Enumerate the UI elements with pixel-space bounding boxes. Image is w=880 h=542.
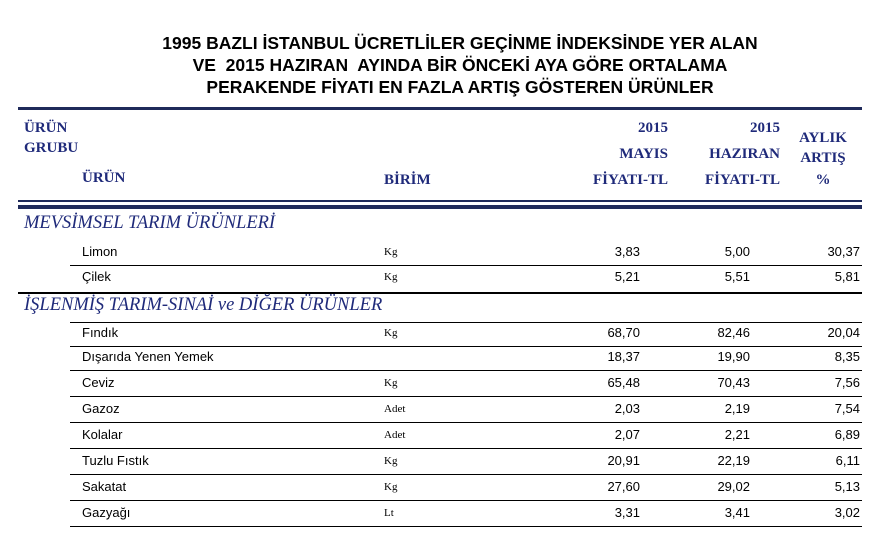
- product-unit: Kg: [384, 327, 398, 339]
- june-price: 19,90: [717, 349, 750, 364]
- may-price: 68,70: [607, 325, 640, 340]
- product-unit: Adet: [384, 429, 406, 441]
- product-name: Gazyağı: [82, 505, 131, 520]
- june-price: 29,02: [717, 479, 750, 494]
- header-product: ÜRÜN: [82, 170, 126, 186]
- header-change-monthly: AYLIK: [799, 130, 847, 146]
- june-price: 22,19: [717, 453, 750, 468]
- row-divider: [70, 422, 862, 423]
- product-unit: Kg: [384, 271, 398, 283]
- may-price: 2,03: [614, 401, 640, 416]
- document-title: [0, 32, 880, 98]
- june-price: 82,46: [717, 325, 750, 340]
- section-title-seasonal: MEVSİMSEL TARIM ÜRÜNLERİ: [24, 213, 276, 233]
- table-row: [70, 425, 862, 449]
- may-price: 65,48: [607, 375, 640, 390]
- june-price: 2,19: [724, 401, 750, 416]
- monthly-change: 7,54: [834, 401, 860, 416]
- product-name: Fındık: [82, 325, 119, 340]
- header-top-rule: [18, 107, 862, 110]
- row-divider: [70, 526, 862, 527]
- row-divider: [70, 396, 862, 397]
- may-price: 3,83: [614, 244, 640, 259]
- may-price: 18,37: [607, 349, 640, 364]
- june-price: 2,21: [724, 427, 750, 442]
- row-divider: [70, 474, 862, 475]
- table-row: [70, 322, 862, 347]
- product-name: Limon: [82, 244, 118, 259]
- product-unit: Kg: [384, 455, 398, 467]
- may-price: 27,60: [607, 479, 640, 494]
- header-june-month: HAZIRAN: [709, 146, 780, 162]
- row-divider: [70, 370, 862, 371]
- table-row: [70, 267, 862, 291]
- product-name: Ceviz: [82, 375, 115, 390]
- product-unit: Kg: [384, 377, 398, 389]
- header-group-line1: ÜRÜN: [24, 120, 68, 136]
- header-may-year: 2015: [638, 120, 668, 136]
- monthly-change: 8,35: [834, 349, 860, 364]
- product-unit: Adet: [384, 403, 406, 415]
- header-change-increase: ARTIŞ: [800, 150, 846, 166]
- title-line-2: VE 2015 HAZIRAN AYINDA BİR ÖNCEKİ AYA GÖRE ORTALAMA: [192, 55, 728, 75]
- header-june-year: 2015: [750, 120, 780, 136]
- may-price: 3,31: [614, 505, 640, 520]
- table-row: [70, 242, 862, 266]
- product-unit: Kg: [384, 246, 398, 258]
- row-divider: [70, 500, 862, 501]
- section-divider: [18, 292, 862, 294]
- header-bottom-rule: [18, 200, 862, 202]
- may-price: 5,21: [614, 269, 640, 284]
- monthly-change: 3,02: [834, 505, 860, 520]
- product-name: Çilek: [82, 269, 111, 284]
- monthly-change: 20,04: [827, 325, 860, 340]
- monthly-change: 6,11: [835, 453, 860, 468]
- may-price: 2,07: [614, 427, 640, 442]
- header-group-line2: GRUBU: [24, 140, 79, 156]
- monthly-change: 5,81: [834, 269, 860, 284]
- table-row: [70, 503, 862, 527]
- header-may-month: MAYIS: [619, 146, 668, 162]
- may-price: 20,91: [607, 453, 640, 468]
- june-price: 3,41: [724, 505, 750, 520]
- header-june-price: FİYATI-TL: [704, 172, 780, 188]
- monthly-change: 7,56: [834, 375, 860, 390]
- product-unit: Lt: [384, 507, 394, 519]
- june-price: 5,51: [724, 269, 750, 284]
- table-row: [70, 399, 862, 423]
- product-unit: Kg: [384, 481, 398, 493]
- section-title-processed: İŞLENMİŞ TARIM-SINAİ ve DİĞER ÜRÜNLER: [24, 295, 383, 315]
- header-may-price: FİYATI-TL: [592, 172, 668, 188]
- monthly-change: 5,13: [834, 479, 860, 494]
- table-row: [70, 347, 862, 371]
- title-line-3: PERAKENDE FİYATI EN FAZLA ARTIŞ GÖSTEREN ÜRÜNLER: [206, 77, 714, 97]
- table-row: [70, 477, 862, 501]
- title-line-1: 1995 BAZLI İSTANBUL ÜCRETLİLER GEÇİNME İNDEKSİNDE YER ALAN: [162, 33, 758, 53]
- table-row: [70, 451, 862, 475]
- product-name: Sakatat: [82, 479, 127, 494]
- monthly-change: 6,89: [834, 427, 860, 442]
- table-row: [70, 373, 862, 397]
- product-name: Dışarıda Yenen Yemek: [82, 349, 214, 364]
- header-change-percent: %: [815, 172, 831, 188]
- product-name: Tuzlu Fıstık: [82, 453, 149, 468]
- june-price: 70,43: [717, 375, 750, 390]
- row-divider: [70, 448, 862, 449]
- header-unit: BİRİM: [384, 172, 431, 188]
- product-name: Gazoz: [82, 401, 120, 416]
- monthly-change: 30,37: [827, 244, 860, 259]
- row-divider: [70, 265, 862, 266]
- june-price: 5,00: [724, 244, 750, 259]
- header-bottom-rule-thick: [18, 205, 862, 209]
- product-name: Kolalar: [82, 427, 123, 442]
